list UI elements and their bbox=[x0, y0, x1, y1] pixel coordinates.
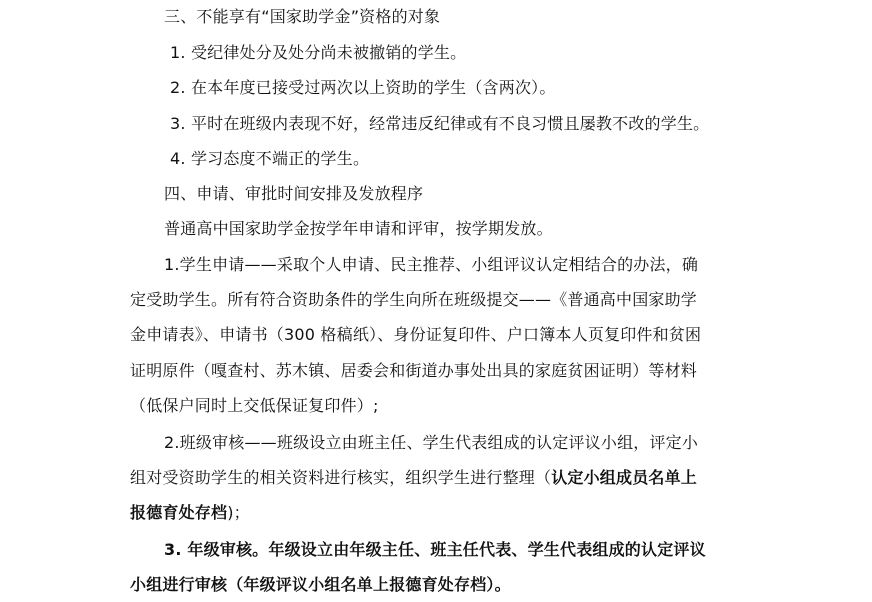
section3-item-4: 4. 学习态度不端正的学生。 bbox=[170, 149, 370, 168]
section4-heading: 四、申请、审批时间安排及发放程序 bbox=[164, 184, 424, 203]
step2-line-3 bbox=[130, 503, 250, 523]
step3-line-1 bbox=[164, 540, 706, 560]
step2-line-2 bbox=[130, 468, 697, 488]
section3-item-1: 1. 受纪律处分及处分尚未被撤销的学生。 bbox=[170, 43, 467, 62]
step1-line-3: 金申请表》、申请书（300 格稿纸）、身份证复印件、户口簿本人页复印件和贫困 bbox=[130, 325, 702, 344]
step3-line-1-bold: 年级设立由年级主任、班主任代表、学生代表组成的认定评议 bbox=[268, 540, 706, 559]
step1-line-2: 定受助学生。所有符合资助条件的学生向所在班级提交——《普通高中国家助学 bbox=[130, 290, 698, 309]
step2-line-3-plain: )； bbox=[227, 503, 250, 522]
section3-item-3: 3. 平时在班级内表现不好，经常违反纪律或有不良习惯且屡教不改的学生。 bbox=[170, 114, 710, 133]
section3-item-2: 2. 在本年度已接受过两次以上资助的学生（含两次）。 bbox=[170, 78, 556, 97]
step3-line-2: 小组进行审核（年级评议小组名单上报德育处存档）。 bbox=[130, 575, 511, 594]
step3-label: 3. 年级审核。 bbox=[164, 540, 269, 559]
step2-line-3-bold: 报德育处存档 bbox=[130, 503, 228, 522]
step2-line-2-plain: 组对受资助学生的相关资料进行核实，组织学生进行整理（ bbox=[130, 468, 552, 487]
step2-line-2-bold: 认定小组成员名单上 bbox=[551, 468, 698, 487]
section3-heading: 三、不能享有“国家助学金”资格的对象 bbox=[164, 7, 441, 26]
step1-line-5: （低保户同时上交低保证复印件）; bbox=[130, 396, 379, 415]
step2-line-1: 2.班级审核——班级设立由班主任、学生代表组成的认定评议小组，评定小 bbox=[164, 433, 699, 452]
step1-line-1: 1.学生申请——采取个人申请、民主推荐、小组评议认定相结合的办法，确 bbox=[164, 255, 699, 274]
section4-intro: 普通高中国家助学金按学年申请和评审，按学期发放。 bbox=[164, 219, 553, 238]
step1-line-4: 证明原件（嘎查村、苏木镇、居委会和街道办事处出具的家庭贫困证明）等材料 bbox=[130, 361, 698, 380]
